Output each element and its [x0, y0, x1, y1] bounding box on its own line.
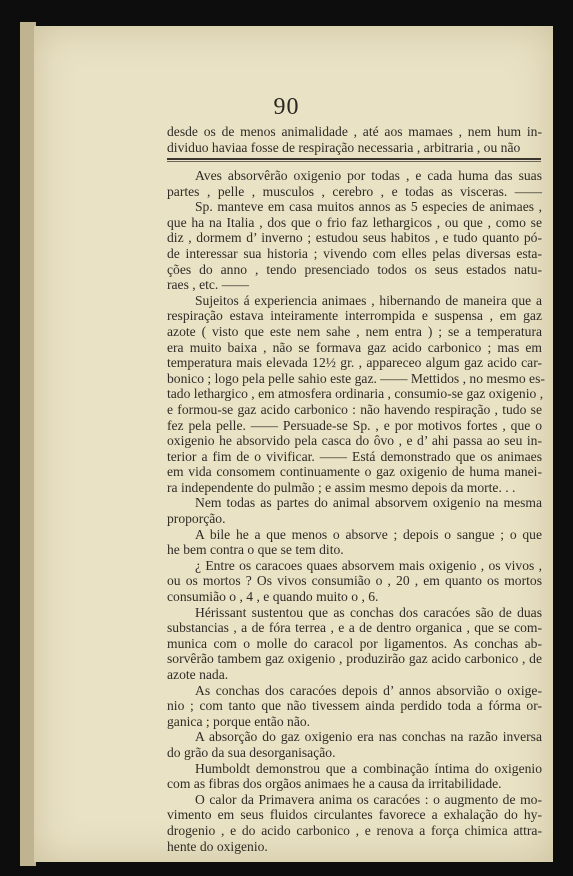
- text-line: munica com o molle do caracol por ligamentos. As conchas ab-: [167, 635, 542, 651]
- text-line: he bem contra o que se tem dito.: [167, 542, 344, 558]
- text-line: Sp. manteve em casa muitos annos as 5 especies de animaes ,: [195, 199, 542, 215]
- text-line: Aves absorvêrão oxigenio por todas , e cada huma das suas: [195, 168, 542, 183]
- text-line: e formou-se gaz acido carbonico : não havendo respiração , tudo se: [167, 401, 542, 417]
- text-line: azote nada.: [167, 667, 229, 682]
- text-line: vimento em seus fluidos circulantes favorece a exhalação do hy-: [167, 807, 542, 823]
- text-line: substancias , a de fóra terrea , e a de dentro organica , que se com-: [167, 620, 542, 636]
- text-line: A bile he a que menos o absorve ; depois o sangue ; o que: [195, 526, 542, 542]
- text-line: drogenio , e do acido carbonico , e renova a força chimica attra-: [167, 822, 542, 838]
- text-line: bonico ; logo pela pelle sahio este gaz. —— Mettidos , no mesmo es-: [167, 370, 545, 386]
- text-line: com as fibras dos orgãos animaes he a causa da irritabilidade.: [167, 776, 502, 792]
- body-text: [167, 168, 545, 854]
- text-line: ra independente do pulmão ; e assim mesmo depois da morte. . .: [167, 479, 516, 495]
- text-line: do grão da sua desorganisação.: [167, 744, 336, 760]
- text-line: ¿ Entre os caracoes quaes absorvem mais oxigenio , os vivos ,: [195, 557, 542, 573]
- text-line: Humboldt demonstrou que a combinação íntima do oxigenio: [195, 760, 542, 776]
- text-line: ganica ; porque então não.: [167, 713, 311, 729]
- text-line: oxigenio he absorvido pela casca do ôvo , e d’ ahi passa ao seu in-: [167, 433, 542, 449]
- text-line: As conchas dos caracóes depois d’ annos absorvião o oxige-: [195, 682, 542, 698]
- text-line: temperatura mais elevada 12½ gr. , appareceo algum gaz acido car-: [167, 355, 542, 371]
- text-line: fez pela pelle. —— Persuade-se Sp. , e por motivos fortes , que o: [167, 417, 542, 433]
- text-line: sorvêrão tambem gaz oxigenio , produzirão gaz acido carbonico , de: [167, 651, 542, 667]
- text-line: partes , pelle , musculos , cerebro , e todas as visceras. ——: [167, 183, 542, 199]
- section-rule: [167, 158, 541, 160]
- text-line: Sujeitos á experiencia animaes , hibernando de maneira que a: [195, 292, 542, 308]
- text-line: Nem todas as partes do animal absorvem oxigenio na mesma: [195, 495, 542, 511]
- section-rule-thin: [167, 161, 541, 162]
- top-paragraph: [167, 124, 542, 155]
- text-line: de interessar sua historia ; vivendo com elles pelas diversas esta-: [167, 245, 542, 261]
- text-line: Hérissant sustentou que as conchas dos caracóes são de duas: [195, 604, 542, 620]
- text-line: ções do anno , tendo presenciado todos os seus estados natu-: [167, 261, 542, 277]
- text-line: O calor da Primavera anima os caracóes : o augmento de mo-: [195, 791, 542, 807]
- text-line: diz , dormem d’ inverno ; estudou seus habitos , e tudo quanto pó-: [167, 230, 542, 246]
- text-line: que ha na Italia , dos que o frio faz lethargicos , ou que , como se: [167, 214, 542, 230]
- text-line: azote ( visto que este nem sahe , nem entra ) ; se a temperatura: [167, 323, 542, 339]
- text-line: em vida consomem continuamente o gaz oxigenio de huma manei-: [167, 464, 542, 480]
- text-line: dividuo haviaa fosse de respiração necessaria , arbitraria , ou não: [167, 139, 521, 155]
- text-line: tado lethargico , em atmosfera ordinaria , consumio-se gaz oxigenio ,: [167, 386, 544, 402]
- text-line: hente do oxigenio.: [167, 838, 268, 854]
- text-line: desde os de menos animalidade , até aos mamaes , nem hum in-: [167, 124, 542, 139]
- page-number: 90: [273, 94, 300, 120]
- text-line: respiração estava inteiramente interrompida e suspensa , em gaz: [167, 308, 542, 324]
- text-line: ou os mortos ? Os vivos consumião o , 20 , em quanto os mortos: [167, 573, 542, 589]
- text-line: era muito baixa , não se formava gaz acido carbonico ; mas em: [167, 339, 542, 355]
- text-line: consumião o , 4 , e quando muito o , 6.: [167, 589, 379, 605]
- text-line: raes , etc. ——: [167, 277, 249, 293]
- text-line: nio ; com tanto que não tivessem ainda perdido toda a fórma or-: [167, 698, 542, 714]
- text-line: proporção.: [167, 511, 226, 527]
- text-line: A absorção do gaz oxigenio era nas conchas na razão inversa: [195, 729, 542, 745]
- text-line: terior a fim de o vivificar. —— Está demonstrado que os animaes: [167, 448, 542, 464]
